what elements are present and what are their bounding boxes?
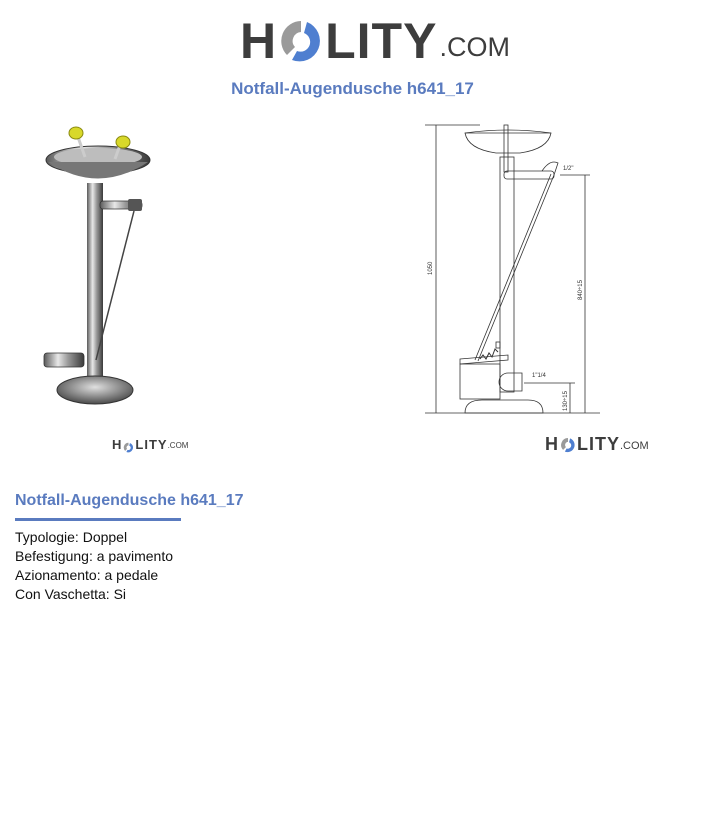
valve-size-label: 1/2" bbox=[563, 166, 574, 172]
spec-befestigung: Befestigung: a pavimento bbox=[15, 548, 173, 564]
holity-logo[interactable] bbox=[240, 13, 510, 69]
product-title: Notfall-Augendusche h641_17 bbox=[15, 492, 244, 509]
logo-letters-lity: LITY bbox=[135, 437, 168, 452]
logo-suffix: .COM bbox=[439, 32, 510, 62]
logo-ring-icon bbox=[123, 440, 134, 451]
logo-ring-icon bbox=[560, 437, 576, 453]
logo-ring-icon bbox=[278, 18, 324, 64]
photo-holity-logo bbox=[112, 438, 188, 452]
technical-drawing bbox=[420, 115, 610, 425]
svg-text:1"1/4: 1"1/4 bbox=[532, 373, 546, 379]
spec-typologie: Typologie: Doppel bbox=[15, 529, 128, 545]
product-specs bbox=[15, 528, 173, 604]
spec-vaschetta: Con Vaschetta: Si bbox=[15, 586, 127, 602]
title-underline bbox=[15, 518, 181, 521]
svg-text:840÷15: 840÷15 bbox=[578, 280, 584, 300]
svg-text:130÷15: 130÷15 bbox=[563, 391, 569, 411]
product-photo bbox=[30, 115, 180, 415]
logo-letters-lity: LITY bbox=[325, 13, 438, 69]
logo-suffix: .COM bbox=[620, 440, 649, 452]
logo-suffix: .COM bbox=[167, 441, 189, 450]
logo-letters-lity: LITY bbox=[577, 434, 620, 454]
logo-letter-h: H bbox=[545, 434, 559, 454]
total-height-label: 1050 bbox=[428, 261, 434, 275]
page-title: Notfall-Augendusche h641_17 bbox=[231, 79, 474, 98]
spec-azionamento: Azionamento: a pedale bbox=[15, 567, 159, 583]
logo-letter-h: H bbox=[240, 13, 278, 69]
drawing-holity-logo bbox=[545, 435, 649, 454]
logo-letter-h: H bbox=[112, 437, 123, 452]
